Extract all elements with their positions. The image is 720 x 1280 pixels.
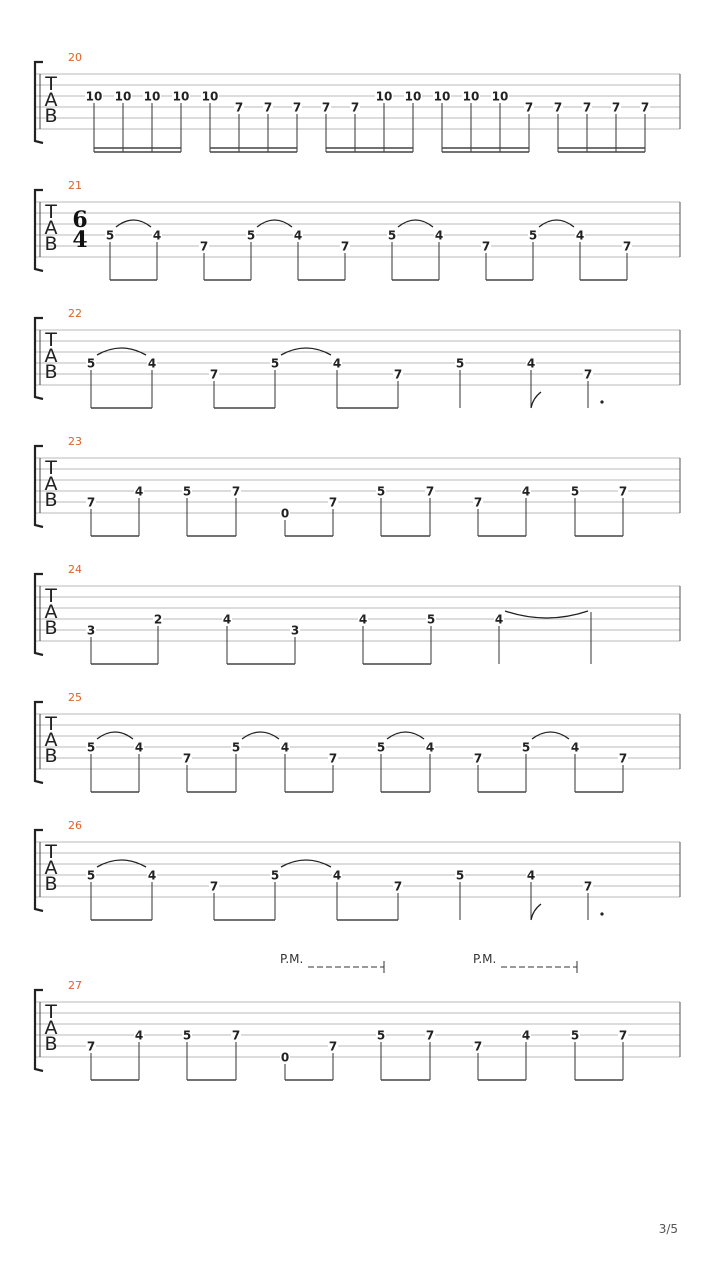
fret-number: 4 (134, 740, 144, 755)
fret-number: 5 (86, 356, 96, 371)
fret-number: 5 (570, 484, 580, 499)
tab-clef-letter: T (45, 329, 57, 351)
fret-number: 7 (618, 484, 628, 499)
fret-number: 7 (618, 751, 628, 766)
tab-system-20 (35, 51, 680, 152)
tab-clef-letter: T (45, 841, 57, 863)
tab-system-21 (35, 179, 680, 280)
measure-number: 21 (68, 179, 82, 192)
fret-number: 5 (376, 484, 386, 499)
tab-clef-letter: A (44, 473, 58, 495)
fret-number: 4 (134, 484, 144, 499)
fret-number: 7 (340, 239, 350, 254)
tab-clef-letter: B (44, 745, 58, 767)
tab-clef-letter: A (44, 857, 58, 879)
fret-number: 5 (182, 1028, 192, 1043)
fret-number: 5 (570, 1028, 580, 1043)
fret-number: 10 (433, 89, 451, 104)
fret-number: 7 (234, 100, 244, 115)
tab-system-27 (35, 952, 680, 1080)
fret-number: 7 (209, 367, 219, 382)
fret-number: 7 (618, 1028, 628, 1043)
tab-clef-letter: A (44, 217, 58, 239)
tab-clef-letter: B (44, 361, 58, 383)
tab-system-23 (35, 435, 680, 536)
fret-number: 10 (462, 89, 480, 104)
fret-number: 7 (231, 1028, 241, 1043)
tab-clef-letter: A (44, 345, 58, 367)
measure-number: 26 (68, 819, 82, 832)
fret-number: 4 (147, 356, 157, 371)
time-signature-bottom: 4 (72, 227, 88, 253)
fret-number: 7 (292, 100, 302, 115)
fret-number: 7 (393, 879, 403, 894)
fret-number: 4 (521, 484, 531, 499)
measure-number: 22 (68, 307, 82, 320)
fret-number: 3 (290, 623, 300, 638)
fret-number: 7 (622, 239, 632, 254)
fret-number: 5 (376, 1028, 386, 1043)
fret-number: 7 (199, 239, 209, 254)
eighth-flag (531, 392, 541, 408)
fret-number: 7 (583, 367, 593, 382)
fret-number: 7 (209, 879, 219, 894)
tab-clef-letter: T (45, 73, 57, 95)
fret-number: 5 (376, 740, 386, 755)
tab-clef-letter: A (44, 1017, 58, 1039)
fret-number: 7 (350, 100, 360, 115)
fret-number: 5 (246, 228, 256, 243)
page-number: 3/5 (658, 1222, 678, 1236)
tab-clef-letter: T (45, 713, 57, 735)
fret-number: 10 (143, 89, 161, 104)
fret-number: 4 (494, 612, 504, 627)
fret-number: 0 (280, 506, 290, 521)
fret-number: 7 (473, 495, 483, 510)
fret-number: 7 (553, 100, 563, 115)
fret-number: 0 (280, 1050, 290, 1065)
fret-number: 10 (85, 89, 103, 104)
fret-number: 4 (280, 740, 290, 755)
time-signature-top: 6 (72, 207, 88, 233)
fret-number: 7 (231, 484, 241, 499)
tab-system-25 (35, 691, 680, 792)
measure-number: 25 (68, 691, 82, 704)
fret-number: 7 (321, 100, 331, 115)
fret-number: 5 (426, 612, 436, 627)
fret-number: 4 (425, 740, 435, 755)
palm-mute-label: P.M. (473, 952, 497, 966)
fret-number: 4 (570, 740, 580, 755)
tab-clef-letter: A (44, 601, 58, 623)
fret-number: 5 (528, 228, 538, 243)
fret-number: 10 (375, 89, 393, 104)
fret-number: 7 (328, 1039, 338, 1054)
tie-arc (505, 611, 588, 618)
fret-number: 5 (182, 484, 192, 499)
fret-number: 7 (182, 751, 192, 766)
fret-number: 10 (404, 89, 422, 104)
fret-number: 10 (491, 89, 509, 104)
tab-system-26 (35, 819, 680, 920)
fret-number: 2 (153, 612, 163, 627)
tab-system-22 (35, 307, 680, 408)
fret-number: 10 (201, 89, 219, 104)
tab-clef-letter: A (44, 89, 58, 111)
fret-number: 7 (393, 367, 403, 382)
fret-number: 5 (270, 868, 280, 883)
tab-clef-letter: T (45, 1001, 57, 1023)
tab-clef-letter: B (44, 617, 58, 639)
fret-number: 5 (521, 740, 531, 755)
tab-clef-letter: A (44, 729, 58, 751)
fret-number: 4 (222, 612, 232, 627)
fret-number: 7 (582, 100, 592, 115)
fret-number: 5 (455, 356, 465, 371)
fret-number: 4 (526, 868, 536, 883)
tab-system-24 (35, 563, 680, 664)
measure-number: 20 (68, 51, 82, 64)
fret-number: 7 (425, 1028, 435, 1043)
fret-number: 7 (583, 879, 593, 894)
fret-number: 5 (270, 356, 280, 371)
fret-number: 4 (293, 228, 303, 243)
tab-clef-letter: T (45, 585, 57, 607)
fret-number: 7 (640, 100, 650, 115)
fret-number: 5 (455, 868, 465, 883)
fret-number: 4 (152, 228, 162, 243)
fret-number: 4 (575, 228, 585, 243)
fret-number: 5 (86, 868, 96, 883)
fret-number: 5 (86, 740, 96, 755)
fret-number: 7 (86, 1039, 96, 1054)
fret-number: 4 (521, 1028, 531, 1043)
tab-clef-letter: T (45, 201, 57, 223)
dot (600, 400, 603, 403)
tab-clef-letter: B (44, 1033, 58, 1055)
tab-clef-letter: B (44, 873, 58, 895)
tab-clef-letter: B (44, 489, 58, 511)
fret-number: 7 (328, 751, 338, 766)
tab-clef-letter: T (45, 457, 57, 479)
fret-number: 4 (332, 868, 342, 883)
fret-number: 3 (86, 623, 96, 638)
fret-number: 7 (524, 100, 534, 115)
fret-number: 7 (86, 495, 96, 510)
fret-number: 7 (611, 100, 621, 115)
fret-number: 7 (425, 484, 435, 499)
fret-number: 4 (134, 1028, 144, 1043)
measure-number: 27 (68, 979, 82, 992)
fret-number: 7 (473, 1039, 483, 1054)
fret-number: 5 (105, 228, 115, 243)
palm-mute-label: P.M. (280, 952, 304, 966)
measure-number: 23 (68, 435, 82, 448)
fret-number: 4 (526, 356, 536, 371)
fret-number: 10 (114, 89, 132, 104)
dot (600, 912, 603, 915)
fret-number: 4 (332, 356, 342, 371)
fret-number: 5 (231, 740, 241, 755)
fret-number: 5 (387, 228, 397, 243)
fret-number: 7 (328, 495, 338, 510)
fret-number: 7 (263, 100, 273, 115)
fret-number: 7 (481, 239, 491, 254)
fret-number: 4 (434, 228, 444, 243)
tab-clef-letter: B (44, 233, 58, 255)
measure-number: 24 (68, 563, 82, 576)
fret-number: 10 (172, 89, 190, 104)
fret-number: 4 (147, 868, 157, 883)
eighth-flag (531, 904, 541, 920)
tab-clef-letter: B (44, 105, 58, 127)
fret-number: 4 (358, 612, 368, 627)
fret-number: 7 (473, 751, 483, 766)
